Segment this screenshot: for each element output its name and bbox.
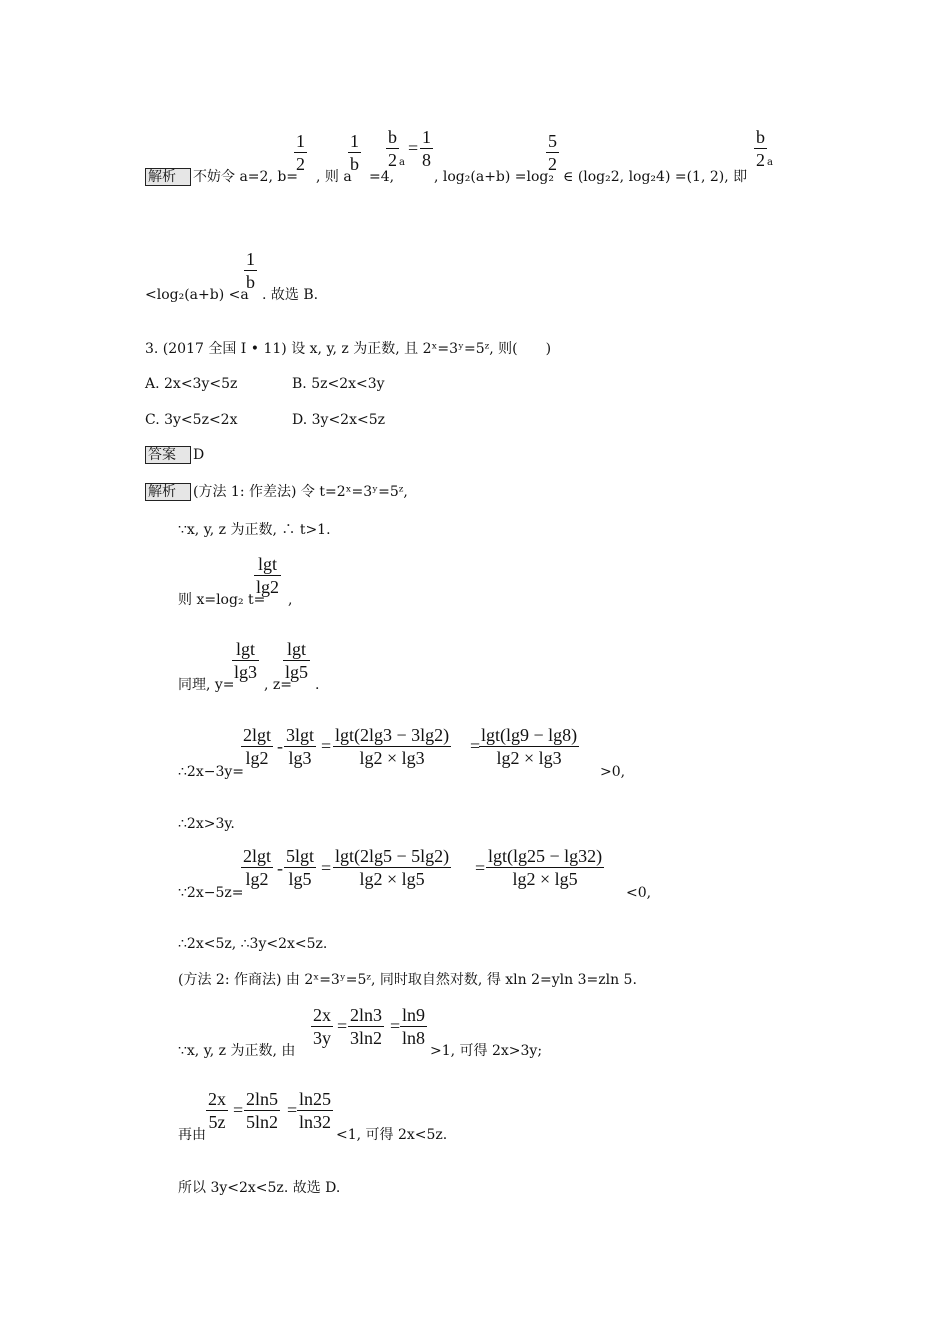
text: 3. (2017 全国 Ⅰ • 11) 设 x, y, z 为正数, 且 2ˣ=3ʸ=5ᶻ, 则( ) bbox=[145, 341, 552, 357]
text: =4, bbox=[369, 169, 395, 185]
equals bbox=[321, 736, 331, 757]
num: 1 bbox=[422, 127, 431, 147]
text: = bbox=[233, 1100, 244, 1120]
num: 2ln3 bbox=[350, 1005, 383, 1025]
den: ln32 bbox=[299, 1112, 332, 1132]
num: lgt bbox=[236, 639, 256, 659]
question-stem bbox=[145, 340, 551, 358]
text: ∵x, y, z 为正数, 由 bbox=[178, 1043, 296, 1059]
conclusion-1 bbox=[178, 815, 235, 833]
den: 2 bbox=[296, 154, 305, 174]
x-expression bbox=[178, 591, 265, 609]
text: ∈ (log₂2, log₂4) =(1, 2), 即 bbox=[563, 169, 748, 185]
equals bbox=[321, 858, 331, 879]
text: , 则 a bbox=[316, 169, 352, 185]
text: >0, bbox=[600, 764, 626, 780]
num: lgt(2lg3 − 3lg2) bbox=[335, 725, 450, 745]
fraction-half bbox=[294, 130, 307, 175]
num: 1 bbox=[246, 249, 255, 269]
den: 2 bbox=[548, 154, 557, 174]
num: 5lgt bbox=[286, 846, 315, 866]
analysis-line-2 bbox=[145, 286, 249, 304]
den: lg3 bbox=[234, 662, 258, 682]
text: D. 3y<2x<5z bbox=[292, 412, 385, 428]
text bbox=[434, 168, 554, 186]
ratio-1 bbox=[178, 1042, 295, 1060]
frac-2x-3y bbox=[311, 1004, 333, 1049]
den: b bbox=[350, 154, 359, 174]
answer-value: D bbox=[193, 447, 205, 463]
equals bbox=[287, 1100, 297, 1121]
text bbox=[430, 1042, 542, 1060]
den: lg2 × lg5 bbox=[333, 867, 451, 890]
text: B. 5z<2x<3y bbox=[292, 376, 385, 392]
text: 所以 3y<2x<5z. 故选 D. bbox=[178, 1180, 341, 1196]
num: ln25 bbox=[299, 1089, 332, 1109]
text bbox=[626, 884, 651, 902]
superscript bbox=[399, 154, 405, 172]
frac-d2-4 bbox=[486, 845, 604, 890]
fraction-1-over-b-2 bbox=[244, 248, 257, 293]
equals bbox=[337, 1016, 347, 1037]
den: 3ln2 bbox=[350, 1028, 383, 1048]
text bbox=[262, 286, 318, 304]
analysis-tag-1: 解析 bbox=[145, 168, 191, 186]
text: a bbox=[399, 157, 405, 168]
den: lg2 × lg5 bbox=[486, 867, 604, 890]
frac-d1-4 bbox=[479, 724, 579, 769]
fraction-1-over-b bbox=[348, 130, 361, 175]
minus bbox=[277, 736, 283, 757]
text: a=2, b= bbox=[239, 169, 299, 185]
text: <log₂(a+b) <a bbox=[145, 287, 249, 303]
frac-2ln3-3ln2 bbox=[348, 1004, 384, 1049]
option-b bbox=[292, 375, 385, 393]
fraction-lgt-lg3 bbox=[232, 638, 259, 683]
den: lg2 bbox=[256, 577, 280, 597]
text: A. 2x<3y<5z bbox=[145, 376, 238, 392]
text: , bbox=[288, 592, 293, 608]
num: lgt(lg9 − lg8) bbox=[481, 725, 578, 745]
text: = bbox=[337, 1016, 348, 1036]
text: = bbox=[287, 1100, 298, 1120]
text bbox=[315, 676, 319, 694]
option-c bbox=[145, 411, 237, 429]
num: ln9 bbox=[402, 1005, 426, 1025]
fraction-b-over-2a-2 bbox=[754, 126, 767, 171]
num: b bbox=[756, 127, 765, 147]
analysis-line-1 bbox=[145, 168, 298, 186]
frac-d2-3 bbox=[333, 845, 451, 890]
text: 再由 bbox=[178, 1127, 206, 1143]
num: lgt(lg25 − lg32) bbox=[488, 846, 603, 866]
conclusion-2 bbox=[178, 935, 327, 953]
text: ∴2x<5z, ∴3y<2x<5z. bbox=[178, 936, 328, 952]
answer-line bbox=[145, 446, 204, 464]
num: 2x bbox=[208, 1089, 226, 1109]
den: b bbox=[246, 272, 255, 292]
frac-5lgt-lg5 bbox=[284, 845, 316, 890]
equals bbox=[233, 1100, 243, 1121]
text: - bbox=[277, 736, 283, 756]
den: 2 bbox=[388, 150, 397, 170]
num: lgt bbox=[258, 554, 278, 574]
text: (方法 2: 作商法) 由 2ˣ=3ʸ=5ᶻ, 同时取自然对数, 得 xln 2=yln 3=zln 5. bbox=[178, 972, 637, 988]
text: = bbox=[408, 138, 419, 158]
den: 5ln2 bbox=[246, 1112, 279, 1132]
num: 1 bbox=[350, 131, 359, 151]
frac-3lgt-lg3 bbox=[284, 724, 316, 769]
text bbox=[600, 763, 625, 781]
text: 同理, y= bbox=[178, 677, 235, 693]
den: 3y bbox=[313, 1028, 331, 1048]
num: 3lgt bbox=[286, 725, 315, 745]
num: lgt(2lg5 − 5lg2) bbox=[335, 846, 450, 866]
option-a bbox=[145, 375, 237, 393]
num: 2lgt bbox=[243, 846, 272, 866]
equals bbox=[475, 858, 485, 879]
num: b bbox=[388, 127, 397, 147]
yz-expression bbox=[178, 676, 235, 694]
fraction-lgt-lg5 bbox=[283, 638, 310, 683]
text: ∵x, y, z 为正数, ∴ t>1. bbox=[178, 522, 331, 538]
num: 2ln5 bbox=[246, 1089, 279, 1109]
text: = bbox=[321, 858, 332, 878]
num: lgt bbox=[287, 639, 307, 659]
analysis-line-method1 bbox=[145, 483, 408, 501]
text: = bbox=[475, 858, 486, 878]
difference-2 bbox=[178, 884, 243, 902]
frac-d1-3 bbox=[333, 724, 451, 769]
text: a bbox=[767, 157, 773, 168]
positive-line bbox=[178, 521, 331, 539]
equals bbox=[408, 138, 418, 159]
den: lg2 bbox=[241, 746, 273, 769]
answer-tag: 答案 bbox=[145, 446, 191, 464]
text: . bbox=[315, 677, 320, 693]
den: ln8 bbox=[402, 1028, 426, 1048]
text: ∴2x−3y= bbox=[178, 764, 244, 780]
den: lg5 bbox=[285, 662, 309, 682]
text: ∵2x−5z= bbox=[178, 885, 244, 901]
text: = bbox=[470, 736, 481, 756]
den: 2 bbox=[756, 150, 765, 170]
text bbox=[316, 168, 352, 186]
den: 5z bbox=[206, 1110, 228, 1133]
text bbox=[288, 591, 292, 609]
text: ∴2x>3y. bbox=[178, 816, 235, 832]
num: 5 bbox=[548, 131, 557, 151]
equals bbox=[390, 1016, 400, 1037]
fraction-1-over-8 bbox=[420, 126, 433, 171]
den: 8 bbox=[422, 150, 431, 170]
den: lg2 × lg3 bbox=[333, 746, 451, 769]
text: <1, 可得 2x<5z. bbox=[336, 1127, 448, 1143]
text: (方法 1: 作差法) 令 t=2ˣ=3ʸ=5ᶻ, bbox=[193, 484, 408, 500]
num: 1 bbox=[296, 131, 305, 151]
ratio-2 bbox=[178, 1126, 206, 1144]
frac-2x-5z bbox=[206, 1088, 228, 1133]
num: 2x bbox=[313, 1005, 331, 1025]
fraction-lgt-lg2 bbox=[254, 553, 281, 598]
den: lg2 bbox=[241, 867, 273, 890]
text bbox=[336, 1126, 447, 1144]
difference-1 bbox=[178, 763, 244, 781]
method-2 bbox=[178, 971, 637, 989]
text: 则 x=log₂ t= bbox=[178, 592, 266, 608]
text: 不妨令 bbox=[193, 169, 235, 185]
text: , z= bbox=[264, 677, 293, 693]
den: lg5 bbox=[284, 867, 316, 890]
text: C. 3y<5z<2x bbox=[145, 412, 238, 428]
frac-2lgt-lg2-b bbox=[241, 845, 273, 890]
fraction-5-over-2 bbox=[546, 130, 559, 175]
frac-ln25-ln32 bbox=[297, 1088, 333, 1133]
text: - bbox=[277, 858, 283, 878]
text: , log₂(a+b) =log₂ bbox=[434, 169, 555, 185]
frac-ln9-ln8 bbox=[400, 1004, 427, 1049]
text: . 故选 B. bbox=[262, 287, 319, 303]
minus bbox=[277, 858, 283, 879]
frac-2lgt-lg2 bbox=[241, 724, 273, 769]
text bbox=[563, 168, 747, 186]
frac-2ln5-5ln2 bbox=[244, 1088, 280, 1133]
final-conclusion bbox=[178, 1179, 340, 1197]
den: lg2 × lg3 bbox=[479, 746, 579, 769]
analysis-tag-2: 解析 bbox=[145, 483, 191, 501]
fraction-b-over-2a bbox=[386, 126, 399, 171]
superscript bbox=[767, 154, 773, 172]
num: 2lgt bbox=[243, 725, 272, 745]
text: <0, bbox=[626, 885, 652, 901]
text: = bbox=[390, 1016, 401, 1036]
option-d bbox=[292, 411, 385, 429]
text: = bbox=[321, 736, 332, 756]
text: >1, 可得 2x>3y; bbox=[430, 1043, 543, 1059]
den: lg3 bbox=[284, 746, 316, 769]
